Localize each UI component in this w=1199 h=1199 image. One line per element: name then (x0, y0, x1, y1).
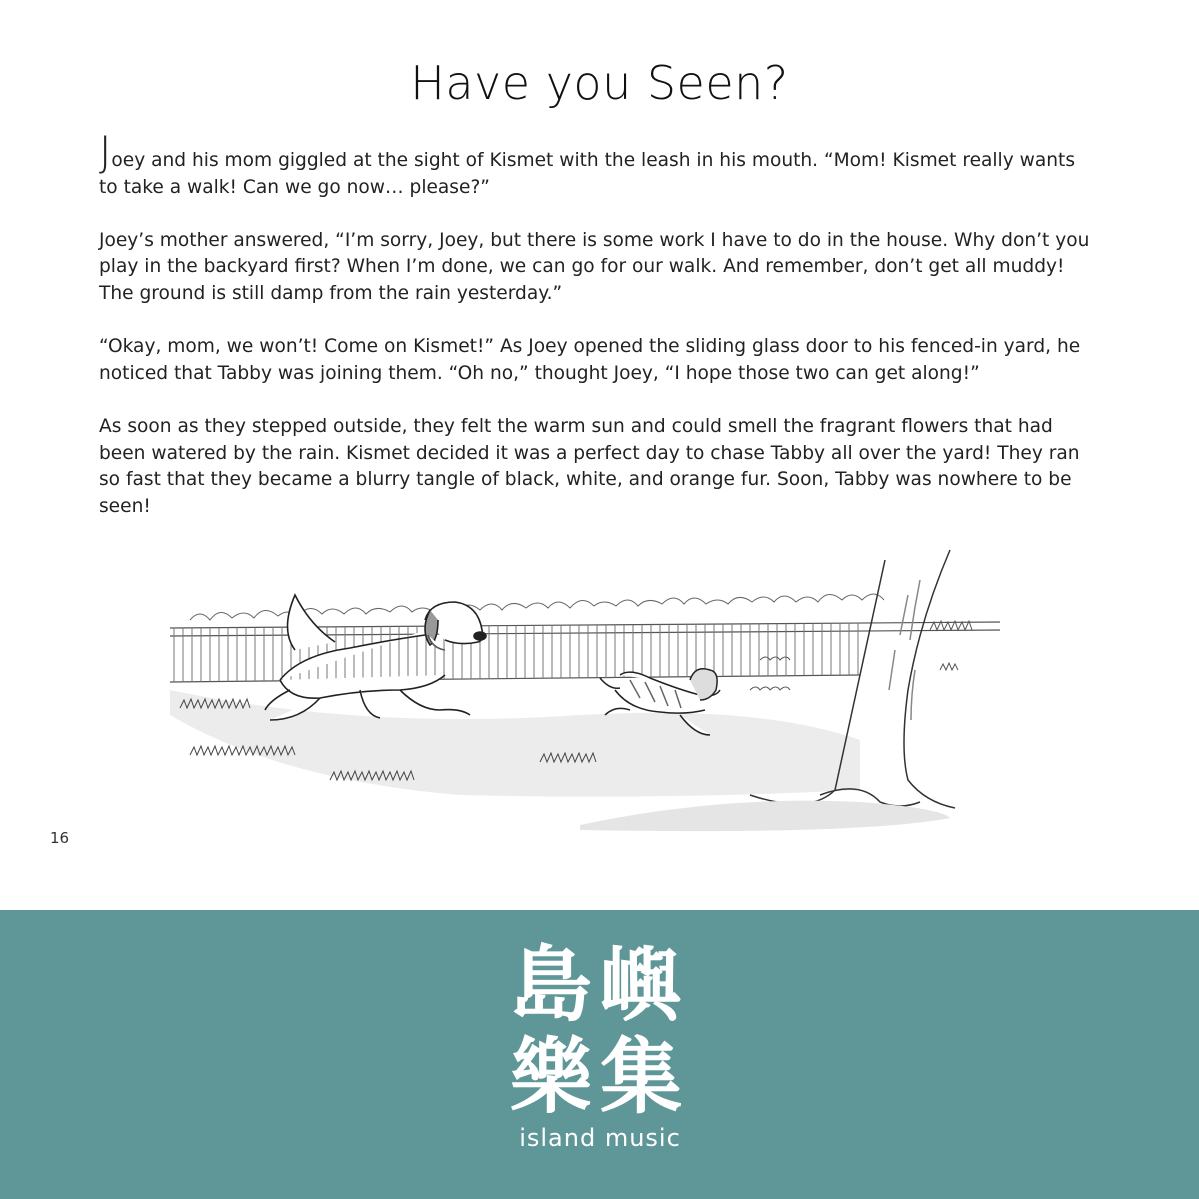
drop-cap: J (99, 127, 112, 176)
paragraph-4: As soon as they stepped outside, they felt the warm sun and could smell the fragrant flowers that had been watered by the rain. Kismet decided it was a perfect day to chase Tabby all over the yard! They ran so fast that they became a blurry tangle of black, white, and orange fur. Soon, Tabby was nowhere to be seen! (99, 415, 1080, 517)
dog-chasing-cat-illustration (160, 540, 1010, 845)
paragraph-2: Joey’s mother answered, “I’m sorry, Joey, but there is some work I have to do in the house. Why don’t you play in the backyard first? When I’m done, we can go for our walk. And remember, don’t get all muddy! The ground is still damp from the rain yesterday.” (99, 229, 1090, 304)
island-music-logo (505, 940, 695, 1152)
logo-cjk-line-1: 島嶼 (509, 938, 690, 1033)
paragraph-3: “Okay, mom, we won’t! Come on Kismet!” As Joey opened the sliding glass door to his fenced-in yard, he noticed that Tabby was joining them. “Oh no,” thought Joey, “I hope those two can get along!” (99, 336, 1081, 384)
logo-english: island music (519, 1124, 681, 1152)
lawn (170, 690, 860, 797)
paragraph-1-text: oey and his mom giggled at the sight of Kismet with the leash in his mouth. “Mom! Kismet really wants to take a walk! Can we go now… please?” (99, 150, 1076, 198)
story-text (99, 127, 1099, 547)
paragraph-1 (99, 127, 1099, 201)
page-title: Have you Seen? (410, 56, 789, 110)
tree-shadow (580, 801, 950, 831)
logo-cjk-line-2: 樂集 (509, 1030, 690, 1125)
page-number: 16 (50, 829, 70, 847)
